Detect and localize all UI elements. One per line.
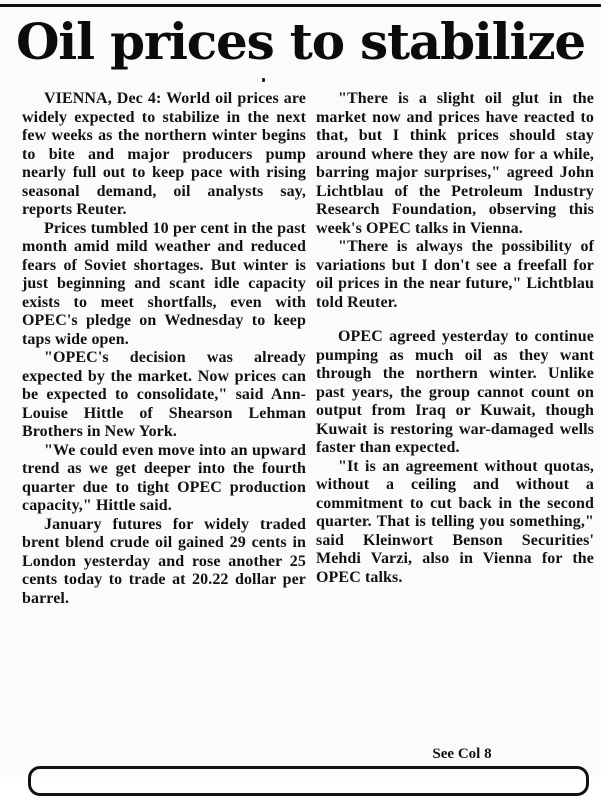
article-paragraph: "We could even move into an upward trend as we get deeper into the fourth quarter due to tight OPEC production capacity," Hittle said. xyxy=(22,441,306,514)
article-column-left xyxy=(22,90,306,608)
article-paragraph: "It is an agreement without quotas, without a ceiling and without a commitment to cut back in the second quarter. That is telling you something," said Kleinwort Benson Securities' Mehdi Varzi, also in Vienna for the OPEC talks. xyxy=(316,457,594,586)
headline: Oil prices to stabilize xyxy=(15,12,586,71)
article-paragraph: VIENNA, Dec 4: World oil prices are widely expected to stabilize in the next few weeks as the northern winter begins to bite and major producers pump nearly full out to keep pace with rising seasonal demand, oil analysts say, reports Reuter. xyxy=(22,90,306,218)
article-paragraph: "OPEC's decision was already expected by the market. Now prices can be expected to consolidate," said Ann-Louise Hittle of Shearson Lehman Brothers in New York. xyxy=(22,349,306,440)
article-paragraph: OPEC agreed yesterday to continue pumping as much oil as they want through the northern winter. Unlike past years, the group cannot count on output from Iraq or Kuwait, though Kuwait is restoring war-damaged wells faster than expected. xyxy=(316,328,594,456)
next-article-frame xyxy=(28,766,589,796)
article-paragraph: "There is a slight oil glut in the market now and prices have reacted to that, but I think prices should stay around where they are now for a while, barring major surprises," agreed John Lichtblau of the Petroleum Industry Research Foundation, observing this week's OPEC talks in Vienna. xyxy=(316,90,594,237)
print-speck xyxy=(262,78,265,82)
continuation-note: See Col 8 xyxy=(432,746,492,762)
article-paragraph: January futures for widely traded brent blend crude oil gained 29 cents in London yesterday and rose another 25 cents today to trade at 20.22 dollar per barrel. xyxy=(22,515,306,607)
article-paragraph: Prices tumbled 10 per cent in the past month amid mild weather and reduced fears of Soviet shortages. But winter is just beginning and scant idle capacity exists to meet shortfalls, even with OPEC's pledge on Wednesday to keep taps wide open. xyxy=(22,219,306,348)
article-paragraph: "There is always the possibility of variations but I don't see a freefall for oil prices in the near future," Lichtblau told Reuter. xyxy=(316,238,594,311)
article-column-right xyxy=(316,90,594,587)
